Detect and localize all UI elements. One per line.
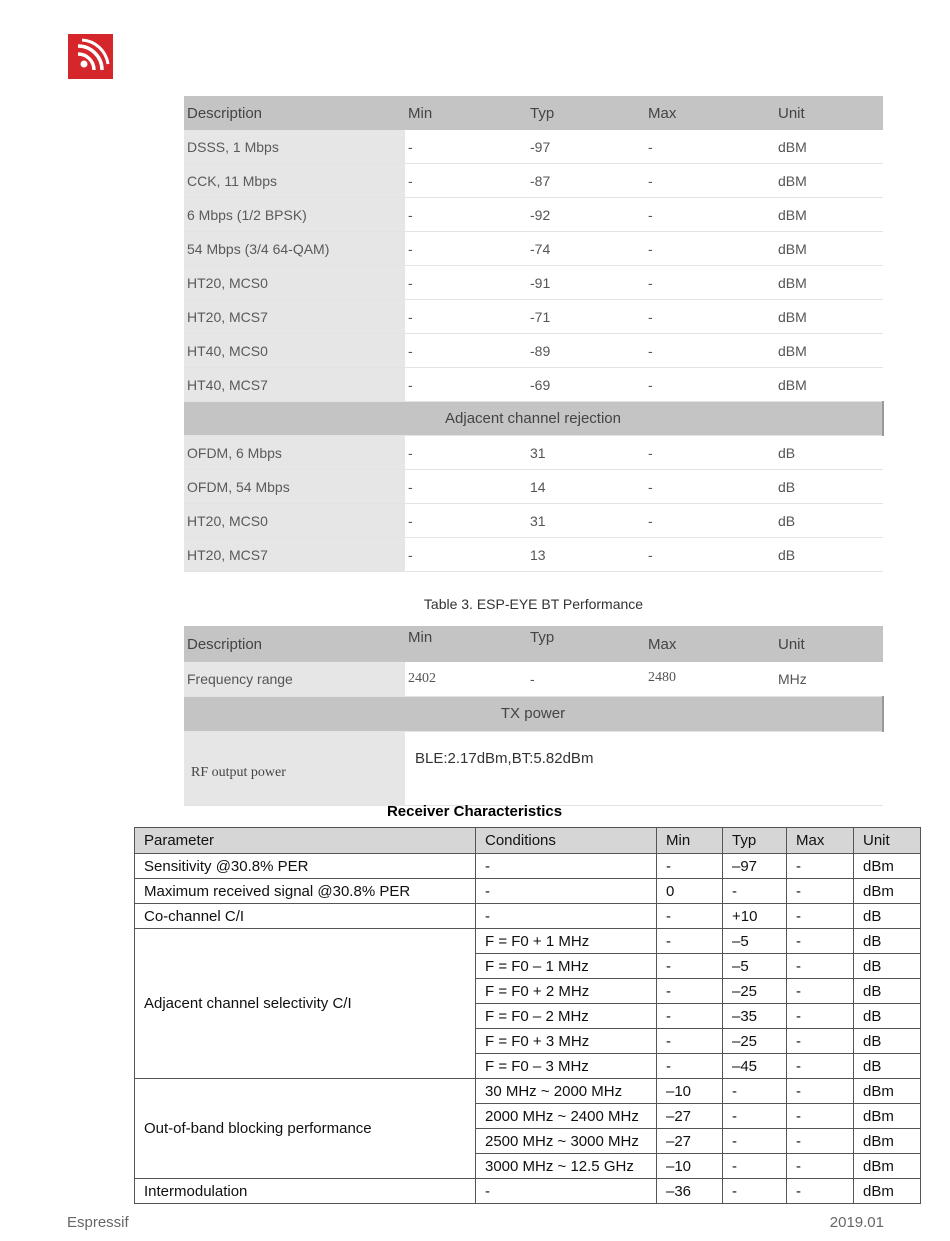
header-cell: Min — [405, 626, 527, 662]
table-row — [135, 904, 921, 929]
table-cell: - — [787, 1054, 854, 1079]
table-cell: Sensitivity @30.8% PER — [135, 854, 476, 879]
table-cell: -91 — [527, 266, 645, 300]
table-cell: dB — [775, 436, 883, 470]
table-cell: dB — [775, 470, 883, 504]
bt-performance-table — [184, 626, 884, 806]
table-row — [184, 164, 883, 198]
table-cell: - — [787, 979, 854, 1004]
table-cell: Intermodulation — [135, 1179, 476, 1204]
table-cell: - — [787, 1004, 854, 1029]
table-cell: - — [645, 300, 775, 334]
table-cell: -71 — [527, 300, 645, 334]
table-cell: - — [657, 1054, 723, 1079]
table-cell: 31 — [527, 436, 645, 470]
section-row — [184, 696, 883, 731]
table-cell: –35 — [723, 1004, 787, 1029]
table-cell: 6 Mbps (1/2 BPSK) — [184, 198, 405, 232]
table-cell: –97 — [723, 854, 787, 879]
table-cell: -89 — [527, 334, 645, 368]
table-cell: - — [787, 879, 854, 904]
table-cell: - — [787, 1104, 854, 1129]
adjacent-channel-label: Adjacent channel selectivity C/I — [135, 929, 476, 1079]
table-cell: - — [787, 904, 854, 929]
table-cell: - — [787, 954, 854, 979]
table-row — [184, 334, 883, 368]
table-cell: dB — [854, 1029, 921, 1054]
table-cell: dBM — [775, 266, 883, 300]
out-of-band-label: Out-of-band blocking performance — [135, 1079, 476, 1179]
table-cell: - — [723, 1104, 787, 1129]
table-cell: - — [787, 854, 854, 879]
table-cell: Maximum received signal @30.8% PER — [135, 879, 476, 904]
table-cell: dB — [854, 929, 921, 954]
table-cell: dBM — [775, 232, 883, 266]
table-cell: - — [657, 904, 723, 929]
table-cell: - — [645, 368, 775, 402]
table-row — [135, 854, 921, 879]
table-cell: DSSS, 1 Mbps — [184, 130, 405, 164]
table-cell: F = F0 – 3 MHz — [476, 1054, 657, 1079]
table-header-row — [135, 828, 921, 854]
table-cell: - — [787, 929, 854, 954]
table-header-row — [184, 96, 883, 130]
table-cell: - — [645, 266, 775, 300]
table-cell: dBm — [854, 854, 921, 879]
rf-output-value: BLE:2.17dBm,BT:5.82dBm — [405, 731, 883, 805]
header-cell: Conditions — [476, 828, 657, 854]
table-cell: - — [723, 1154, 787, 1179]
section-label: TX power — [184, 696, 883, 731]
table-cell: dB — [854, 979, 921, 1004]
table-row — [135, 1179, 921, 1204]
table-cell: OFDM, 6 Mbps — [184, 436, 405, 470]
table-row — [184, 470, 883, 504]
header-cell: Min — [657, 828, 723, 854]
table-cell: Frequency range — [184, 662, 405, 696]
table-cell: - — [476, 1179, 657, 1204]
table-cell: - — [787, 1129, 854, 1154]
table-cell: –10 — [657, 1154, 723, 1179]
table-cell: - — [405, 266, 527, 300]
table-cell: dB — [854, 904, 921, 929]
table-cell: dB — [775, 504, 883, 538]
table-cell: -92 — [527, 198, 645, 232]
table-cell: - — [787, 1029, 854, 1054]
table-row — [135, 929, 921, 954]
table-cell: - — [405, 538, 527, 572]
table-cell: - — [645, 334, 775, 368]
table-cell: - — [405, 198, 527, 232]
table-cell: -97 — [527, 130, 645, 164]
table-row — [184, 300, 883, 334]
table-cell: dBm — [854, 1179, 921, 1204]
section-label: Adjacent channel rejection — [184, 402, 883, 436]
table-cell: –27 — [657, 1104, 723, 1129]
table-cell: MHz — [775, 662, 883, 696]
table-cell: - — [645, 130, 775, 164]
table-row — [184, 266, 883, 300]
section-row — [184, 402, 883, 436]
table-cell: F = F0 – 2 MHz — [476, 1004, 657, 1029]
table-row — [184, 130, 883, 164]
header-cell: Unit — [775, 96, 883, 130]
header-cell: Max — [787, 828, 854, 854]
header-cell: Typ — [723, 828, 787, 854]
table-cell: –25 — [723, 1029, 787, 1054]
table-row — [184, 662, 883, 696]
table-cell: F = F0 + 2 MHz — [476, 979, 657, 1004]
header-cell: Min — [405, 96, 527, 130]
table-cell: - — [723, 1179, 787, 1204]
table-cell: 2000 MHz ~ 2400 MHz — [476, 1104, 657, 1129]
table-cell: - — [405, 300, 527, 334]
table-cell: - — [657, 954, 723, 979]
table-row — [184, 538, 883, 572]
receiver-characteristics-table — [134, 827, 921, 1204]
table-cell: 2500 MHz ~ 3000 MHz — [476, 1129, 657, 1154]
table-cell: CCK, 11 Mbps — [184, 164, 405, 198]
table-cell: - — [645, 470, 775, 504]
table-row — [184, 198, 883, 232]
table-cell: dB — [854, 954, 921, 979]
table-cell: - — [645, 164, 775, 198]
table-cell: HT20, MCS0 — [184, 504, 405, 538]
table-cell: - — [405, 164, 527, 198]
table-cell: - — [657, 1004, 723, 1029]
table-cell: –5 — [723, 929, 787, 954]
table-cell: OFDM, 54 Mbps — [184, 470, 405, 504]
table-cell: dBM — [775, 198, 883, 232]
table-cell: dBM — [775, 368, 883, 402]
header-cell: Max — [645, 626, 775, 662]
table-cell: - — [645, 198, 775, 232]
table-cell: - — [476, 879, 657, 904]
table-cell: 3000 MHz ~ 12.5 GHz — [476, 1154, 657, 1179]
table-cell: 13 — [527, 538, 645, 572]
table-cell: –5 — [723, 954, 787, 979]
table-cell: dBM — [775, 130, 883, 164]
table-cell: 0 — [657, 879, 723, 904]
table-header-row — [184, 626, 883, 662]
table-cell: dBm — [854, 1104, 921, 1129]
table-cell: 14 — [527, 470, 645, 504]
table-cell: +10 — [723, 904, 787, 929]
table-row — [184, 436, 883, 470]
table-cell: - — [405, 130, 527, 164]
header-cell: Typ — [527, 96, 645, 130]
table-cell: - — [405, 436, 527, 470]
table-cell: - — [723, 1079, 787, 1104]
table-cell: - — [645, 436, 775, 470]
table-cell: HT40, MCS0 — [184, 334, 405, 368]
table-cell: - — [645, 504, 775, 538]
table-cell: –27 — [657, 1129, 723, 1154]
table-cell: - — [527, 662, 645, 696]
table-cell: –10 — [657, 1079, 723, 1104]
table-cell: 30 MHz ~ 2000 MHz — [476, 1079, 657, 1104]
header-cell: Description — [184, 96, 405, 130]
table-cell: dBm — [854, 1129, 921, 1154]
table-cell: -74 — [527, 232, 645, 266]
header-cell: Max — [645, 96, 775, 130]
table-cell: F = F0 + 1 MHz — [476, 929, 657, 954]
table-row — [184, 731, 883, 805]
table-cell: - — [657, 854, 723, 879]
table-cell: 2402 — [405, 662, 527, 696]
footer-company: Espressif — [67, 1214, 129, 1231]
table-cell: - — [657, 929, 723, 954]
table-cell: - — [476, 854, 657, 879]
table-row — [135, 879, 921, 904]
table-cell: - — [723, 879, 787, 904]
table-cell: F = F0 – 1 MHz — [476, 954, 657, 979]
table-cell: 31 — [527, 504, 645, 538]
table-cell: HT20, MCS7 — [184, 300, 405, 334]
table-cell: - — [645, 232, 775, 266]
table-cell: - — [657, 979, 723, 1004]
rf-output-label: RF output power — [184, 731, 405, 805]
table-row — [184, 368, 883, 402]
table-cell: dBM — [775, 334, 883, 368]
header-cell: Parameter — [135, 828, 476, 854]
table-cell: - — [787, 1079, 854, 1104]
header-cell: Unit — [775, 626, 883, 662]
table-cell: –25 — [723, 979, 787, 1004]
table-cell: -69 — [527, 368, 645, 402]
header-cell: Description — [184, 626, 405, 662]
table-cell: HT20, MCS0 — [184, 266, 405, 300]
table-cell: - — [405, 504, 527, 538]
table-cell: 2480 — [645, 662, 775, 696]
table-cell: - — [405, 470, 527, 504]
table-cell: –36 — [657, 1179, 723, 1204]
table-cell: - — [645, 538, 775, 572]
table-row — [184, 232, 883, 266]
table-cell: dBM — [775, 300, 883, 334]
table-cell: - — [405, 232, 527, 266]
table-cell: - — [787, 1179, 854, 1204]
table-cell: HT20, MCS7 — [184, 538, 405, 572]
footer-date: 2019.01 — [829, 1214, 884, 1231]
header-cell: Typ — [527, 626, 645, 662]
table-cell: –45 — [723, 1054, 787, 1079]
table-cell: 54 Mbps (3/4 64-QAM) — [184, 232, 405, 266]
table-cell: dBm — [854, 1079, 921, 1104]
receiver-characteristics-title: Receiver Characteristics — [386, 803, 563, 820]
table-cell: HT40, MCS7 — [184, 368, 405, 402]
table-cell: dB — [854, 1054, 921, 1079]
wifi-receiver-table — [184, 96, 884, 572]
table-cell: - — [787, 1154, 854, 1179]
table-cell: dBm — [854, 1154, 921, 1179]
table-cell: - — [657, 1029, 723, 1054]
table-cell: dBM — [775, 164, 883, 198]
table-cell: - — [723, 1129, 787, 1154]
table-cell: dBm — [854, 879, 921, 904]
bt-table-caption: Table 3. ESP-EYE BT Performance — [423, 596, 644, 612]
table-cell: dB — [854, 1004, 921, 1029]
table-row — [135, 1079, 921, 1104]
table-cell: - — [405, 334, 527, 368]
espressif-logo-icon — [68, 34, 113, 79]
table-cell: dB — [775, 538, 883, 572]
table-row — [184, 504, 883, 538]
table-cell: -87 — [527, 164, 645, 198]
table-cell: Co-channel C/I — [135, 904, 476, 929]
header-cell: Unit — [854, 828, 921, 854]
table-cell: - — [405, 368, 527, 402]
table-cell: - — [476, 904, 657, 929]
table-cell: F = F0 + 3 MHz — [476, 1029, 657, 1054]
